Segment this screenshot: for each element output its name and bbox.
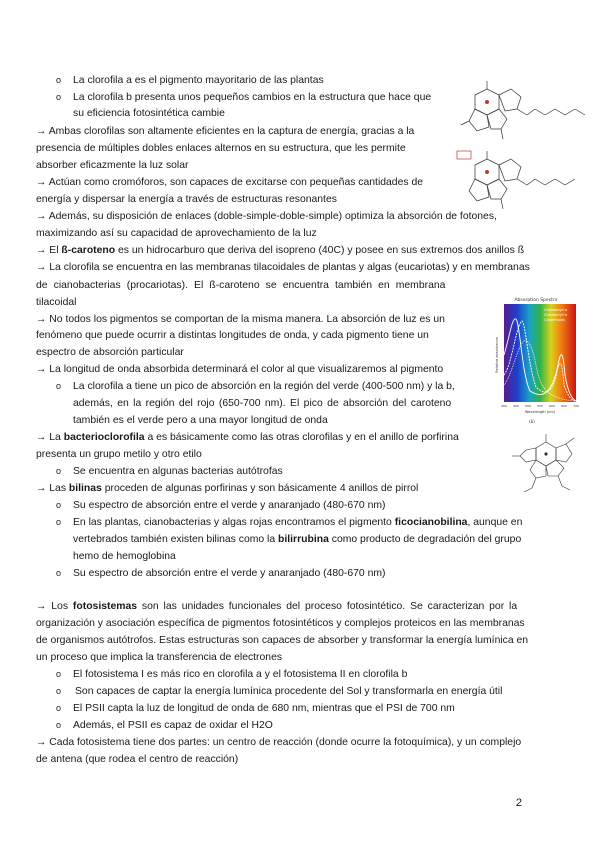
text-span: El [49,245,62,256]
xtick-label: 550 [537,404,543,408]
arrow-icon: → [36,262,47,273]
text-span: La clorofila se encuentra en las membranas tilacoidales de plantas y algas (eucariotas) y en membranas [49,262,530,273]
term-bilinas: bilinas [68,483,102,494]
bullet-marker: o [56,381,62,391]
page-number: 2 [515,797,522,809]
term-fotosistemas: fotosistemas [72,601,138,612]
text-span: En las plantas, cianobacterias y algas rojas encontramos el pigmento [73,517,395,528]
text-span: a es básicamente como las otras clorofilas y en el anillo de porfirina [144,432,459,443]
bullet-marker: o [56,669,62,679]
text-line: Se encuentra en algunas bacterias autótrofas [73,466,283,477]
text-line: Además, el PSII es capaz de oxidar el H2O [73,720,273,731]
spectrum-ylabel: Relative absorbance [495,337,499,373]
legend-entry: Chlorophyll a [544,308,567,312]
bullet-marker: o [56,703,62,713]
text-span: La [49,432,64,443]
text-line: maximizando así su capacidad de aprovechamiento de la luz [36,228,317,239]
xtick-label: 400 [501,404,507,408]
text-line [73,514,522,531]
term-beta-carotene: ß-caroteno [61,245,116,256]
text-span: como producto de degradación del grupo [328,534,522,545]
text-span: Cada fotosistema tiene dos partes: un centro de reacción (donde ocurre la fotoquímica), y un complejo [49,737,522,748]
text-line: organización y asociación específica de pigmentos fotosintéticos y complejos proteicos en las membranas [36,618,525,629]
text-span: La longitud de onda absorbida determinará el color al que visualizaremos al pigmento [49,364,444,375]
bullet-marker: o [56,466,62,476]
xtick-label: 650 [561,404,567,408]
text-line: su eficiencia fotosintética cambie [73,108,225,119]
text-line [36,174,423,191]
arrow-icon: → [36,126,47,137]
arrow-icon: → [36,211,47,222]
text-line: absorber eficazmente la luz solar [36,160,189,171]
text-span: Las [49,483,69,494]
term-ficocianobilina: ficocianobilina [394,517,468,528]
text-line [36,734,521,751]
text-line [36,598,517,615]
xtick-label: 500 [525,404,531,408]
arrow-icon: → [36,483,47,494]
text-span: proceden de algunas porfirinas y son básicamente 4 anillos de pirrol [101,483,419,494]
text-line: La clorofila a tiene un pico de absorción en la región del verde (400-500 nm) y la b, [73,381,455,392]
text-line: de antena (que rodea el centro de reacción) [36,754,239,765]
arrow-icon: → [36,177,47,188]
term-bacterioclorofila: bacterioclorofila [63,432,145,443]
text-span: Además, su disposición de enlaces (doble-simple-doble-simple) optimiza la absorción de fotones, [48,211,497,222]
text-line [36,259,530,276]
arrow-icon: → [36,364,47,375]
text-line [36,311,445,328]
bullet-marker: o [56,75,62,85]
text-line: de organismos autótrofos. Estas estructuras son capaces de absorber y transformar la energía lumínica en [36,635,529,646]
spectrum-xlabel: Wavelength (nm) [524,410,556,414]
arrow-icon: → [36,314,47,325]
bullet-marker: o [56,686,62,696]
arrow-icon: → [36,601,47,612]
text-line: El PSII capta la luz de longitud de onda de 680 nm, mientras que el PSI de 700 nm [73,703,455,714]
text-line: energía y dispersar la energía a través de estructuras resonantes [36,194,337,205]
text-span: vertebrados también existen bilinas como la [73,534,279,545]
arrow-icon: → [36,245,47,256]
text-line: además, en la región del rojo (650-700 nm). El pico de absorción del caroteno [73,398,452,409]
xtick-label: 700 [573,404,579,408]
text-line [36,429,459,446]
text-line: presencia de múltiples dobles enlaces alternos en su estructura, que les permite [36,143,406,154]
text-span: son las unidades funcionales del proceso fotosintético. Se caracterizan por la [137,601,518,612]
text-span: Los [51,601,73,612]
bullet-marker: o [56,720,62,730]
legend-entry: Carotenoids [544,318,565,322]
spectrum-title: Absorption Spectra [514,298,558,303]
text-line [36,242,524,259]
chlorophyll-structure-figure [455,75,595,225]
text-span: No todos los pigmentos se comportan de la misma manera. La absorción de luz es un [49,314,445,325]
text-line: La clorofila b presenta unos pequeños cambios en la estructura que hace que [73,92,432,103]
text-line: también es el verde pero a una mayor longitud de onda [73,415,328,426]
text-line: un proceso que implica la transferencia de electrones [36,652,283,663]
bullet-marker: o [56,500,62,510]
text-line: presenta un grupo metilo y otro etilo [36,449,202,460]
text-line [36,361,443,378]
bacteriochlorophyll-structure-figure [508,430,588,502]
arrow-icon: → [36,737,47,748]
text-line [36,123,414,140]
text-line [73,531,521,548]
bullet-marker: o [56,517,62,527]
bullet-marker: o [56,92,62,102]
text-line: El fotosistema I es más rico en clorofila a y el fotosistema II en clorofila b [73,669,408,680]
xtick-label: 600 [549,404,555,408]
absorption-spectrum-figure [492,295,580,425]
text-line: Son capaces de captar la energía lumínica procedente del Sol y transformarla en energía útil [75,686,503,697]
arrow-icon: → [36,432,47,443]
text-line: fenómeno que puede ocurrir a distintas longitudes de onda, y cada pigmento tiene un [36,330,429,341]
text-span: Actúan como cromóforos, son capaces de excitarse con pequeñas cantidades de [48,177,424,188]
bullet-marker: o [56,568,62,578]
text-line [36,480,418,497]
text-line [36,208,497,225]
text-line: Su espectro de absorción entre el verde y anaranjado (480-670 nm) [73,568,386,579]
text-line: Su espectro de absorción entre el verde y anaranjado (480-670 nm) [73,500,386,511]
text-line: La clorofila a es el pigmento mayoritario de las plantas [73,75,324,86]
text-line: tilacoidal [36,297,77,308]
legend-entry: Chlorophyll b [544,313,568,317]
spectrum-caption: (b) [529,419,535,424]
text-line: hemo de hemoglobina [73,551,176,562]
text-span: Ambas clorofilas son altamente eficientes en la captura de energía, gracias a la [48,126,415,137]
text-span: es un hidrocarburo que deriva del isopreno (40C) y posee en sus extremos dos anillos ß [115,245,525,256]
text-line: de cianobacterias (procariotas). El ß-caroteno se encuentra también en membrana [36,280,446,291]
term-bilirrubina: bilirrubina [278,534,329,545]
text-span: , aunque en [467,517,523,528]
xtick-label: 450 [513,404,519,408]
text-line: espectro de absorción particular [36,347,184,358]
